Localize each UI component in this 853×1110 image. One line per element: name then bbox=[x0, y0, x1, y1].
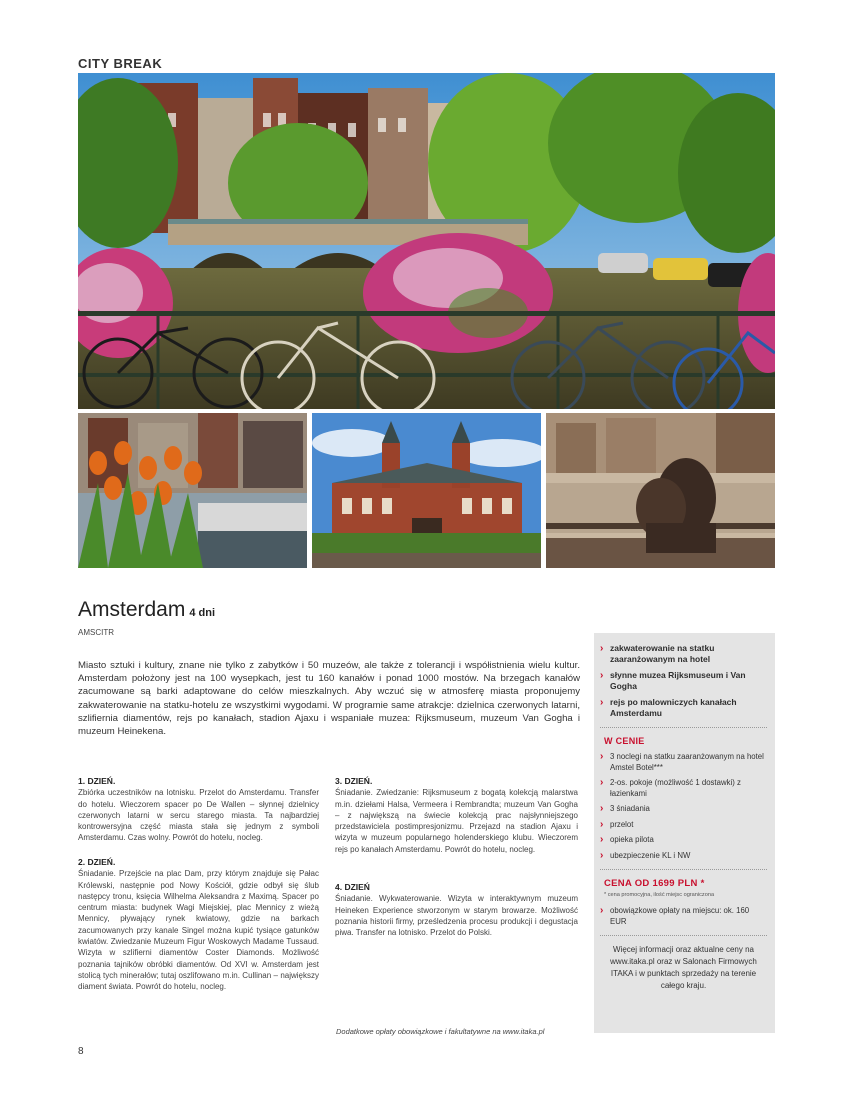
hero-photo-amsterdam-canal bbox=[78, 73, 775, 409]
page-number: 8 bbox=[78, 1046, 84, 1057]
chevron-right-icon: › bbox=[600, 818, 604, 830]
photo-tulips bbox=[78, 413, 307, 568]
day-1-text: Zbiórka uczestników na lotnisku. Przelot do Amsterdamu. Transfer do hotelu. Wieczorem spacer po De Wallen – słynnej dzielnicy czerwonych latarni w sercu starego miasta. Ta najbardziej kontrowersyjna część miasta stała się jednym z symboli Amsterdamu. Czas wolny. Powrót do hotelu, nocleg. bbox=[78, 788, 319, 843]
chevron-right-icon: › bbox=[600, 834, 604, 845]
photo-couple-sepia bbox=[546, 413, 775, 568]
trip-code: AMSCITR bbox=[78, 628, 114, 637]
more-info: Więcej informacji oraz aktualne ceny na www.itaka.pl oraz w Salonach Firmowych ITAKA i w punktach sprzedaży na terenie całego kraju. bbox=[610, 945, 757, 990]
chevron-right-icon: › bbox=[600, 670, 604, 681]
highlight-text: zakwaterowanie na statku zaaranżowanym na hotel bbox=[610, 643, 715, 664]
included-text: ubezpieczenie KL i NW bbox=[610, 850, 691, 860]
day-2 bbox=[78, 857, 319, 993]
chevron-right-icon: › bbox=[600, 751, 604, 762]
included-item bbox=[600, 835, 767, 846]
included-header: W CENIE bbox=[604, 736, 645, 746]
included-text: 2-os. pokoje (możliwość 1 dostawki) z łazienkami bbox=[610, 778, 741, 798]
day-4 bbox=[335, 882, 578, 938]
trip-title: Amsterdam bbox=[78, 598, 186, 621]
trip-duration: 4 dni bbox=[189, 607, 216, 619]
divider bbox=[600, 935, 767, 936]
chevron-right-icon: › bbox=[600, 905, 604, 916]
highlight-item bbox=[600, 670, 767, 692]
highlight-item bbox=[600, 697, 767, 719]
day-3-title: 3. DZIEŃ. bbox=[335, 776, 373, 786]
divider bbox=[600, 869, 767, 870]
offer-sidebar bbox=[594, 633, 775, 1033]
trip-intro: Miasto sztuki i kultury, znane nie tylko z zabytków i 50 muzeów, ale także z tolerancji i współistnienia wielu kultur. Amsterdam położony jest na 100 wysepkach, jest tu 160 kanałów i ponad 1000 mostów. Na brzegach kanałów zacumowane są barki adaptowane do celów mieszkalnych. Aby wczuć się w atmosferę miasta proponujemy zakwaterowanie na statku-hotelu ze wszystkimi wygodami. W programie same atrakcje: dzielnica czerwonych latarni, szlifiernia diamentów, rejs po kanałach, stadion Ajaxu i wspaniałe muzea: Rijksmuseum, muzeum Van Gogha i muzeum Heinekena. bbox=[78, 660, 580, 738]
included-text: 3 noclegi na statku zaaranżowanym na hotel Amstel Botel*** bbox=[610, 752, 764, 772]
chevron-right-icon: › bbox=[600, 803, 604, 814]
extra-fees-note: Dodatkowe opłaty obowiązkowe i fakultatywne na www.itaka.pl bbox=[336, 1027, 545, 1036]
chevron-right-icon: › bbox=[600, 697, 604, 708]
day-3-text: Śniadanie. Zwiedzanie: Rijksmuseum z bogatą kolekcją malarstwa m.in. dziełami Halsa, Vermeera i Rembrandta; muzeum Van Gogha – z największą na świecie kolekcją prac najsłynniejszego przedstawiciela postimpresjonizmu. Przejazd na stadion Ajaxu i wizyta w muzeum popularnego holenderskiego klubu. Wieczorem rejs po kanałach Amsterdamu. Powrót do hotelu, nocleg. bbox=[335, 788, 578, 854]
chevron-right-icon: › bbox=[600, 643, 604, 654]
mandatory-fees bbox=[600, 906, 767, 927]
day-1 bbox=[78, 776, 319, 844]
day-3 bbox=[335, 776, 578, 855]
trip-title-row bbox=[78, 598, 215, 622]
price-note: * cena promocyjna, ilość miejsc ograniczona bbox=[604, 892, 715, 898]
day-1-title: 1. DZIEŃ. bbox=[78, 776, 116, 786]
included-item bbox=[600, 851, 767, 862]
day-2-title: 2. DZIEŃ. bbox=[78, 857, 116, 867]
highlight-text: słynne muzea Rijksmuseum i Van Gogha bbox=[610, 670, 746, 691]
mandatory-fees-text: obowiązkowe opłaty na miejscu: ok. 160 EUR bbox=[610, 906, 750, 926]
chevron-right-icon: › bbox=[600, 849, 604, 861]
included-text: przelot bbox=[610, 819, 634, 829]
photo-rijksmuseum bbox=[312, 413, 541, 568]
price-from: CENA OD 1699 PLN * bbox=[604, 878, 705, 889]
highlight-text: rejs po malowniczych kanałach Amsterdamu bbox=[610, 697, 737, 718]
included-item bbox=[600, 752, 767, 773]
day-2-text: Śniadanie. Przejście na plac Dam, przy którym znajduje się Pałac Królewski, następnie pod Nowy Kościół, gdzie odbył się ślub następcy tronu, księcia Wilhelma Aleksandra z Maximą. Spacer po centrum miasta: budynek Wagi Miejskiej, plac Mennicy z wieżą Mennicy, pływający rynek kwiatowy, gdzie na barkach zacumowanych przy kanale Singel można kupić tysiące gatunków kwiatów. Zwiedzanie Muzeum Figur Woskowych Madame Tussaud. Wizyta w szlifierni diamentów Coster Diamonds. Możliwość poznania tajników obróbki diamentów. Od XVI w. Amsterdam jest stolicą tych minerałów; tutaj oszlifowano m.in. Cullinan – największy diament świata. Powrót do hotelu, nocleg. bbox=[78, 869, 319, 992]
included-text: 3 śniadania bbox=[610, 804, 650, 813]
highlight-item bbox=[600, 643, 767, 665]
day-4-title: 4. DZIEŃ bbox=[335, 882, 370, 892]
included-item bbox=[600, 778, 767, 799]
chevron-right-icon: › bbox=[600, 777, 604, 788]
divider bbox=[600, 727, 767, 728]
included-text: opieka pilota bbox=[610, 835, 654, 844]
section-label: CITY BREAK bbox=[78, 56, 163, 71]
included-item bbox=[600, 820, 767, 831]
included-item bbox=[600, 804, 767, 815]
day-4-text: Śniadanie. Wykwaterowanie. Wizyta w interaktywnym muzeum Heineken Experience stworzonym w starym browarze. Możliwość poznania historii firmy, prześledzenia procesu produkcji i degustacja piwa. Transfer na lotnisko. Przelot do Polski. bbox=[335, 894, 578, 938]
